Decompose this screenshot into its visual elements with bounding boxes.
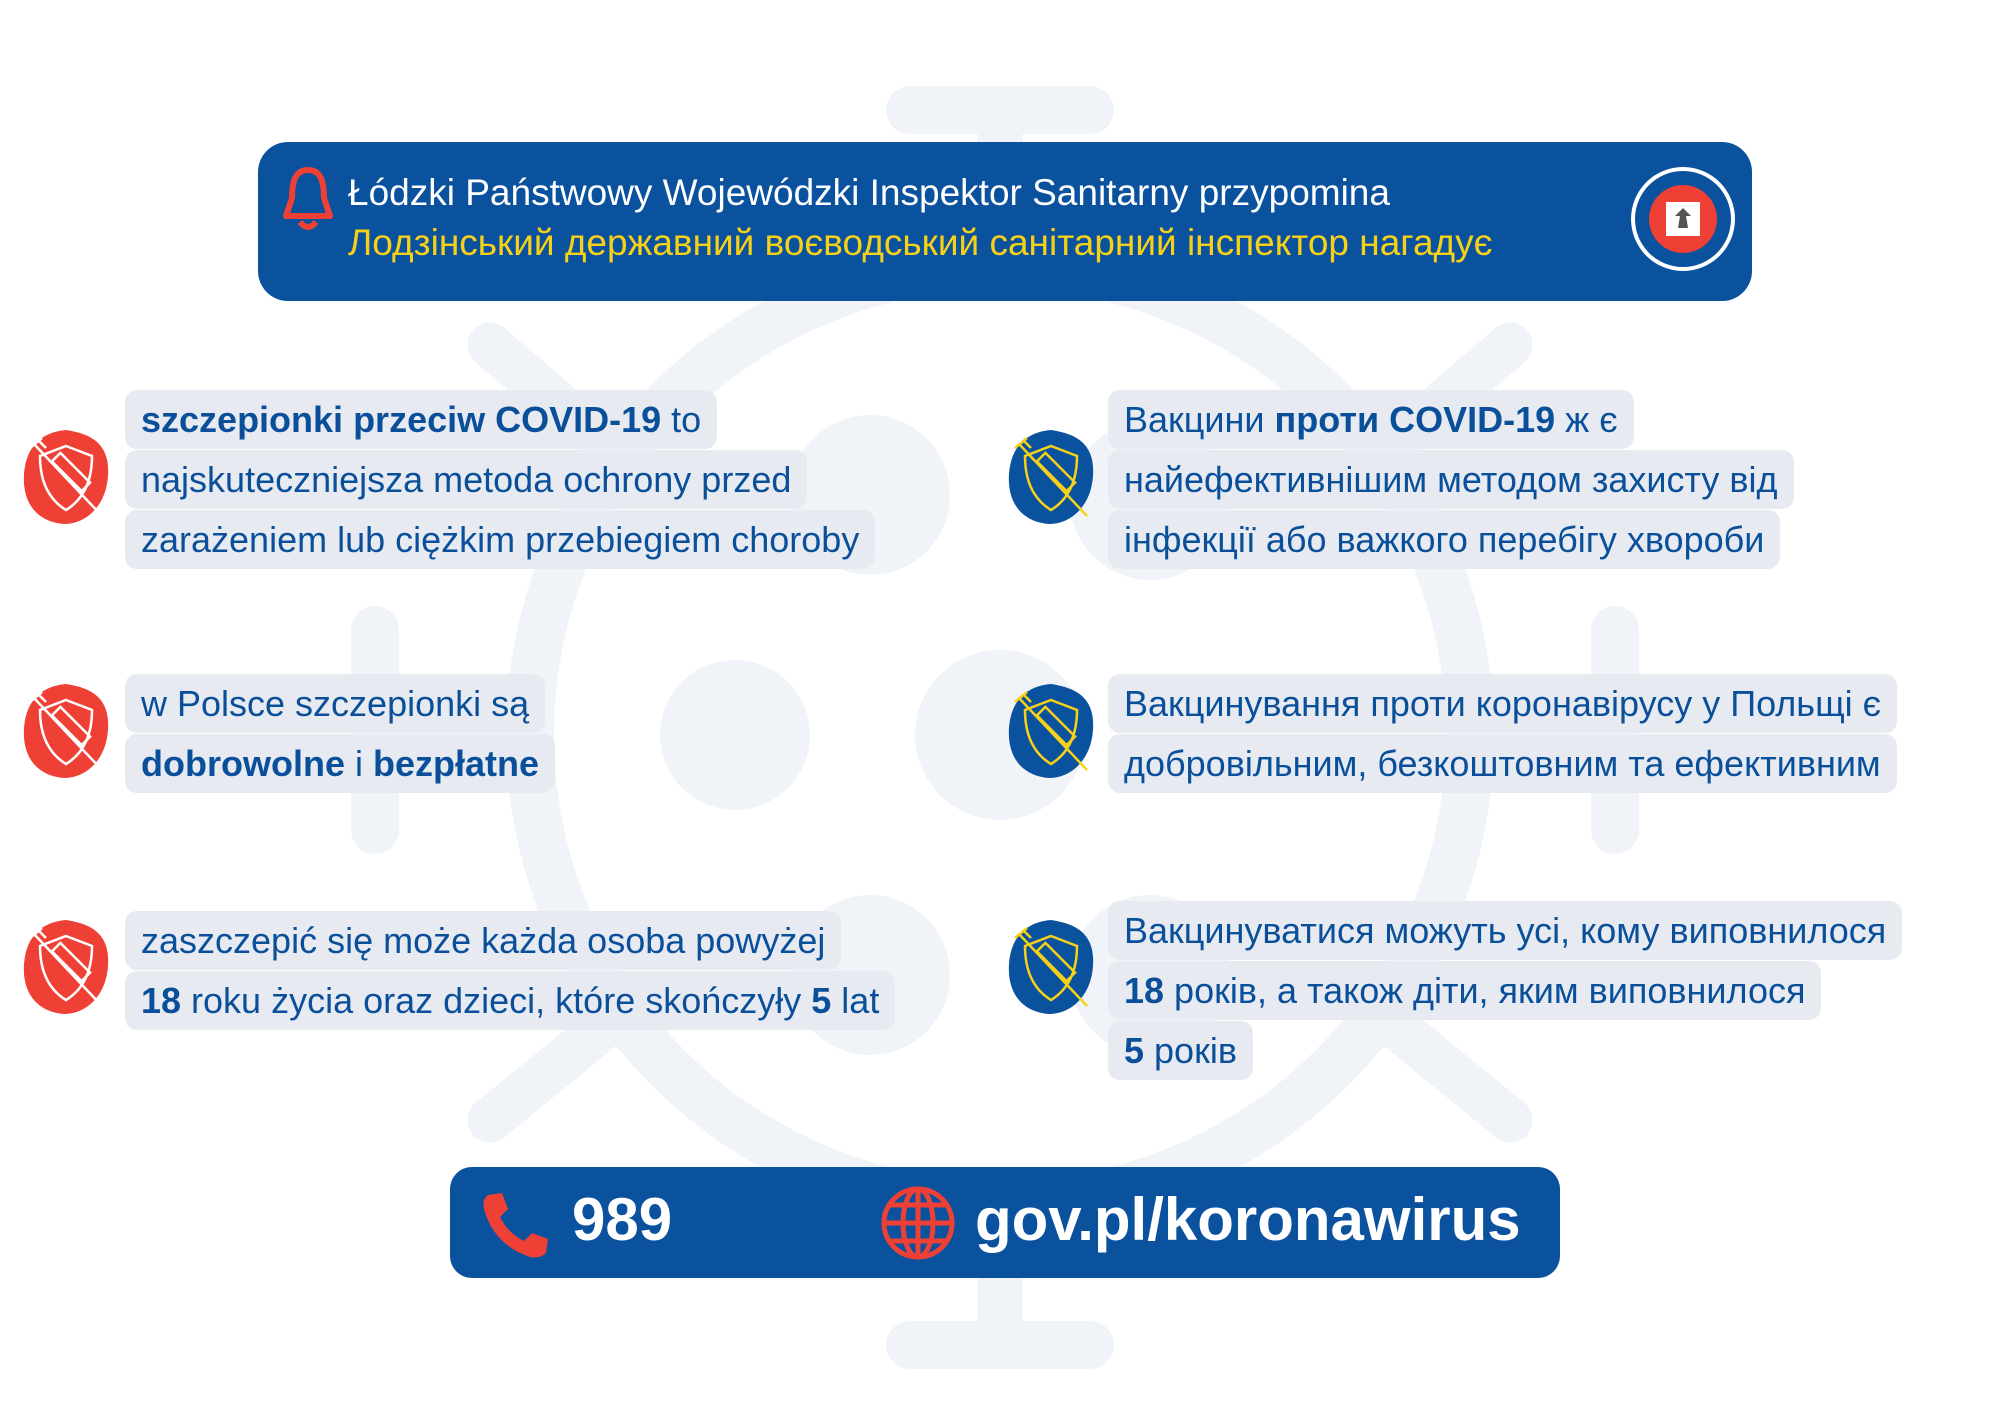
text: років	[1144, 1030, 1237, 1071]
header-title-ukrainian: Лодзінський державний воєводський санітарний інспектор нагадує	[348, 222, 1493, 263]
hotline-number: 989	[572, 1186, 673, 1253]
phone-icon	[480, 1189, 552, 1261]
text: najskuteczniejsza metoda ochrony przed	[141, 459, 792, 500]
bold-text: 18	[141, 980, 182, 1021]
text: i	[344, 743, 373, 784]
text: zarażeniem lub ciężkim przebiegiem choroby	[141, 519, 860, 560]
text: Вакцинування проти коронавірусу у Польщі є	[1124, 683, 1882, 724]
info-line	[125, 734, 555, 793]
text: to	[661, 399, 702, 440]
vaccine-shield-icon	[1005, 428, 1097, 531]
right-info-item	[1108, 390, 1794, 570]
text: zaszczepić się może każda osoba powyżej	[141, 920, 826, 961]
info-line	[1108, 961, 1821, 1020]
header-banner	[258, 142, 1752, 301]
bold-text: 18	[1124, 970, 1165, 1011]
info-line	[125, 674, 545, 733]
text: добровільним, безкоштовним та ефективним	[1124, 743, 1881, 784]
bold-text: 5	[811, 980, 832, 1021]
vaccine-shield-icon	[20, 918, 112, 1021]
bell-icon	[280, 164, 336, 234]
bold-text: проти COVID-19	[1274, 399, 1556, 440]
info-line	[125, 911, 841, 970]
info-line	[125, 510, 875, 569]
website-link[interactable]: gov.pl/koronawirus	[975, 1186, 1521, 1253]
text: Вакцини	[1124, 399, 1275, 440]
text: Вакцинуватися можуть усі, кому виповнилося	[1124, 910, 1887, 951]
info-line	[125, 971, 895, 1030]
info-line	[1108, 390, 1634, 449]
bold-text: bezpłatne	[373, 743, 540, 784]
info-line	[1108, 450, 1794, 509]
info-line	[1108, 1021, 1253, 1080]
vaccine-shield-icon	[1005, 682, 1097, 785]
info-line	[125, 450, 807, 509]
info-line	[1108, 674, 1897, 733]
sanitary-inspection-seal-logo	[1628, 164, 1738, 274]
info-line	[1108, 510, 1780, 569]
right-info-item	[1108, 901, 1902, 1081]
bold-text: szczepionki przeciw COVID-19	[141, 399, 662, 440]
text: найефективнішим методом захисту від	[1124, 459, 1778, 500]
globe-icon	[880, 1185, 956, 1261]
vaccine-shield-icon	[1005, 918, 1097, 1021]
text: років, а також діти, яким виповнилося	[1164, 970, 1806, 1011]
text: w Polsce szczepionki są	[141, 683, 530, 724]
bold-text: dobrowolne	[141, 743, 345, 784]
right-info-item	[1108, 674, 1897, 794]
vaccine-shield-icon	[20, 682, 112, 785]
text: roku życia oraz dzieci, które skończyły	[181, 980, 812, 1021]
vaccine-shield-icon	[20, 428, 112, 531]
info-line	[1108, 734, 1897, 793]
text: інфекції або важкого перебігу хвороби	[1124, 519, 1765, 560]
header-title-polish: Łódzki Państwowy Wojewódzki Inspektor Sanitarny przypomina	[348, 172, 1390, 213]
info-line	[1108, 901, 1902, 960]
text: lat	[831, 980, 880, 1021]
left-info-item	[125, 674, 555, 794]
bold-text: 5	[1124, 1030, 1145, 1071]
text: ж є	[1555, 399, 1618, 440]
left-info-item	[125, 911, 895, 1031]
info-line	[125, 390, 717, 449]
left-info-item	[125, 390, 875, 570]
contact-bar	[450, 1167, 1560, 1278]
